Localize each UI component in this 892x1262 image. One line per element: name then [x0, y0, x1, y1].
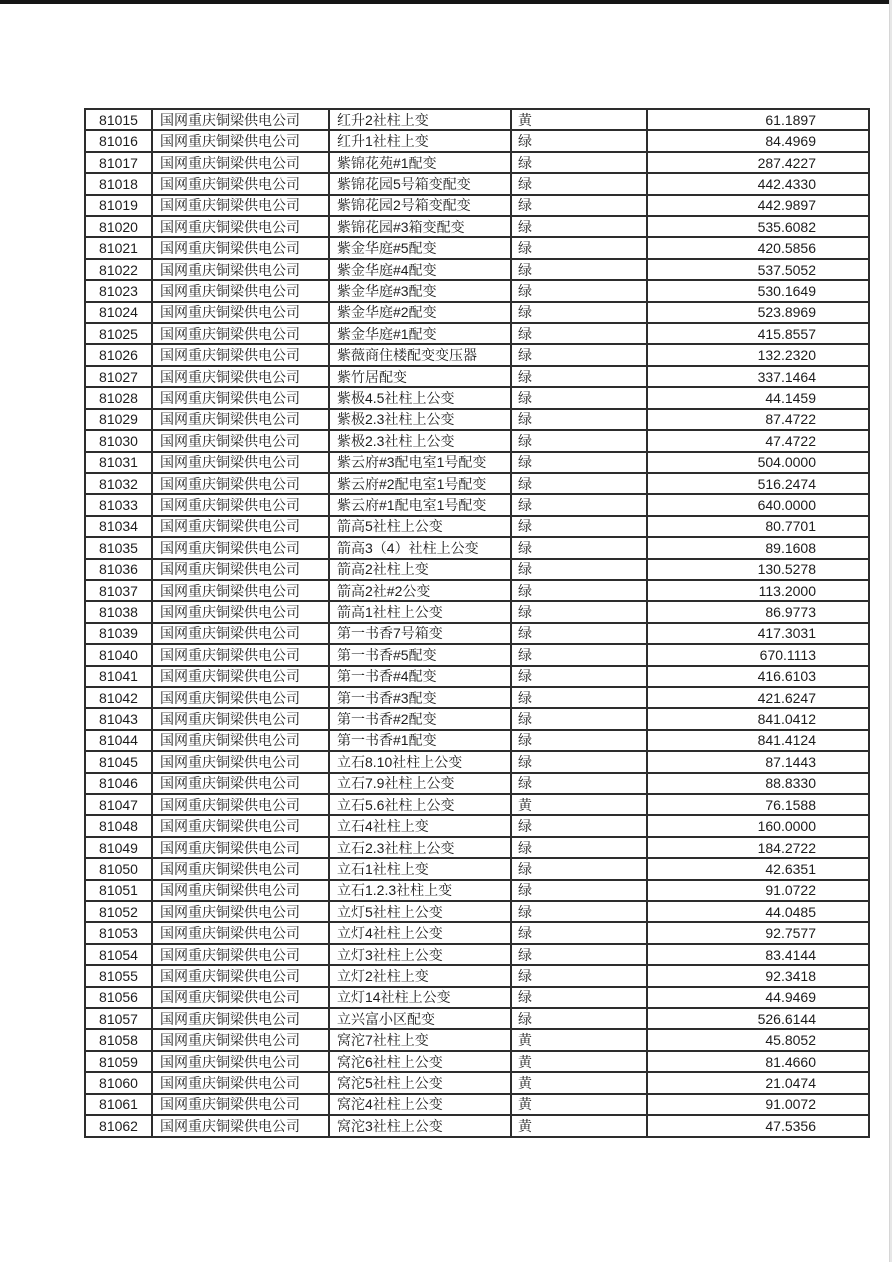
cell-status-label: 绿 [511, 944, 647, 965]
cell-value: 530.1649 [647, 280, 869, 301]
cell-record-id: 81051 [85, 880, 152, 901]
cell-record-id: 81021 [85, 237, 152, 258]
cell-status-label: 绿 [511, 580, 647, 601]
cell-company-name: 国网重庆铜梁供电公司 [152, 1115, 329, 1136]
cell-device-name: 立石5.6社柱上公变 [329, 794, 511, 815]
cell-value: 91.0072 [647, 1094, 869, 1115]
cell-device-name: 立灯2社柱上变 [329, 965, 511, 986]
cell-record-id: 81019 [85, 195, 152, 216]
cell-status-label: 绿 [511, 837, 647, 858]
cell-company-name: 国网重庆铜梁供电公司 [152, 259, 329, 280]
cell-company-name: 国网重庆铜梁供电公司 [152, 708, 329, 729]
cell-record-id: 81054 [85, 944, 152, 965]
cell-value: 417.3031 [647, 623, 869, 644]
cell-device-name: 立石4社柱上变 [329, 815, 511, 836]
table-row [85, 516, 869, 537]
cell-value: 415.8557 [647, 323, 869, 344]
cell-status-label: 绿 [511, 708, 647, 729]
cell-value: 42.6351 [647, 858, 869, 879]
cell-status-label: 绿 [511, 815, 647, 836]
cell-device-name: 紫金华庭#4配变 [329, 259, 511, 280]
cell-record-id: 81026 [85, 344, 152, 365]
cell-device-name: 紫金华庭#5配变 [329, 237, 511, 258]
cell-device-name: 紫金华庭#1配变 [329, 323, 511, 344]
table-row [85, 901, 869, 922]
table-row [85, 130, 869, 151]
cell-status-label: 绿 [511, 216, 647, 237]
cell-status-label: 绿 [511, 751, 647, 772]
cell-value: 442.9897 [647, 195, 869, 216]
cell-device-name: 箭高2社柱上变 [329, 559, 511, 580]
cell-value: 160.0000 [647, 815, 869, 836]
cell-value: 841.4124 [647, 730, 869, 751]
cell-record-id: 81057 [85, 1008, 152, 1029]
cell-status-label: 绿 [511, 858, 647, 879]
cell-value: 516.2474 [647, 473, 869, 494]
table-row [85, 1051, 869, 1072]
cell-record-id: 81034 [85, 516, 152, 537]
cell-device-name: 箭高5社柱上公变 [329, 516, 511, 537]
cell-status-label: 绿 [511, 152, 647, 173]
cell-company-name: 国网重庆铜梁供电公司 [152, 965, 329, 986]
cell-record-id: 81031 [85, 452, 152, 473]
table-row [85, 537, 869, 558]
cell-device-name: 紫薇商住楼配变变压器 [329, 344, 511, 365]
cell-value: 92.3418 [647, 965, 869, 986]
cell-device-name: 立石1社柱上变 [329, 858, 511, 879]
cell-company-name: 国网重庆铜梁供电公司 [152, 944, 329, 965]
table-row [85, 216, 869, 237]
cell-device-name: 立灯4社柱上公变 [329, 922, 511, 943]
cell-company-name: 国网重庆铜梁供电公司 [152, 623, 329, 644]
cell-value: 132.2320 [647, 344, 869, 365]
cell-company-name: 国网重庆铜梁供电公司 [152, 366, 329, 387]
cell-company-name: 国网重庆铜梁供电公司 [152, 666, 329, 687]
cell-value: 130.5278 [647, 559, 869, 580]
cell-value: 89.1608 [647, 537, 869, 558]
table-row [85, 173, 869, 194]
transformer-data-table [84, 108, 870, 1138]
cell-company-name: 国网重庆铜梁供电公司 [152, 195, 329, 216]
cell-value: 287.4227 [647, 152, 869, 173]
cell-record-id: 81049 [85, 837, 152, 858]
cell-device-name: 窝沱3社柱上公变 [329, 1115, 511, 1136]
cell-status-label: 黄 [511, 1094, 647, 1115]
table-row [85, 1072, 869, 1093]
cell-device-name: 紫云府#3配电室1号配变 [329, 452, 511, 473]
cell-status-label: 绿 [511, 344, 647, 365]
table-row [85, 644, 869, 665]
cell-device-name: 紫云府#1配电室1号配变 [329, 494, 511, 515]
table-row [85, 366, 869, 387]
cell-status-label: 绿 [511, 987, 647, 1008]
cell-device-name: 窝沱6社柱上公变 [329, 1051, 511, 1072]
table-row [85, 280, 869, 301]
cell-record-id: 81045 [85, 751, 152, 772]
cell-device-name: 箭高1社柱上公变 [329, 601, 511, 622]
table-row [85, 880, 869, 901]
cell-status-label: 黄 [511, 1051, 647, 1072]
cell-value: 61.1897 [647, 109, 869, 130]
cell-company-name: 国网重庆铜梁供电公司 [152, 409, 329, 430]
table-row [85, 751, 869, 772]
cell-record-id: 81052 [85, 901, 152, 922]
cell-value: 87.1443 [647, 751, 869, 772]
cell-value: 337.1464 [647, 366, 869, 387]
cell-record-id: 81017 [85, 152, 152, 173]
cell-value: 45.8052 [647, 1029, 869, 1050]
cell-record-id: 81046 [85, 773, 152, 794]
cell-company-name: 国网重庆铜梁供电公司 [152, 1051, 329, 1072]
cell-record-id: 81033 [85, 494, 152, 515]
table-row [85, 773, 869, 794]
cell-device-name: 第一书香7号箱变 [329, 623, 511, 644]
cell-status-label: 绿 [511, 323, 647, 344]
cell-device-name: 红升2社柱上变 [329, 109, 511, 130]
cell-record-id: 81035 [85, 537, 152, 558]
cell-device-name: 紫极2.3社柱上公变 [329, 409, 511, 430]
cell-status-label: 绿 [511, 430, 647, 451]
cell-status-label: 绿 [511, 302, 647, 323]
cell-value: 92.7577 [647, 922, 869, 943]
cell-device-name: 紫金华庭#2配变 [329, 302, 511, 323]
cell-value: 420.5856 [647, 237, 869, 258]
cell-device-name: 窝沱4社柱上公变 [329, 1094, 511, 1115]
cell-value: 184.2722 [647, 837, 869, 858]
cell-record-id: 81059 [85, 1051, 152, 1072]
cell-value: 44.1459 [647, 387, 869, 408]
cell-status-label: 黄 [511, 1072, 647, 1093]
cell-record-id: 81037 [85, 580, 152, 601]
cell-value: 640.0000 [647, 494, 869, 515]
cell-device-name: 立石8.10社柱上公变 [329, 751, 511, 772]
cell-company-name: 国网重庆铜梁供电公司 [152, 452, 329, 473]
cell-device-name: 立灯14社柱上公变 [329, 987, 511, 1008]
cell-company-name: 国网重庆铜梁供电公司 [152, 130, 329, 151]
cell-value: 80.7701 [647, 516, 869, 537]
cell-company-name: 国网重庆铜梁供电公司 [152, 837, 329, 858]
cell-value: 526.6144 [647, 1008, 869, 1029]
cell-value: 84.4969 [647, 130, 869, 151]
cell-record-id: 81042 [85, 687, 152, 708]
table-row [85, 1008, 869, 1029]
table-row [85, 987, 869, 1008]
table-row [85, 687, 869, 708]
table-body [85, 109, 869, 1137]
cell-record-id: 81044 [85, 730, 152, 751]
cell-status-label: 绿 [511, 880, 647, 901]
cell-record-id: 81036 [85, 559, 152, 580]
cell-device-name: 立石2.3社柱上公变 [329, 837, 511, 858]
cell-device-name: 立灯5社柱上公变 [329, 901, 511, 922]
table-row [85, 452, 869, 473]
table-row [85, 815, 869, 836]
cell-device-name: 紫金华庭#3配变 [329, 280, 511, 301]
cell-record-id: 81024 [85, 302, 152, 323]
table-row [85, 944, 869, 965]
cell-record-id: 81058 [85, 1029, 152, 1050]
cell-value: 442.4330 [647, 173, 869, 194]
cell-company-name: 国网重庆铜梁供电公司 [152, 516, 329, 537]
table-row [85, 922, 869, 943]
cell-value: 47.4722 [647, 430, 869, 451]
cell-company-name: 国网重庆铜梁供电公司 [152, 280, 329, 301]
table-row [85, 730, 869, 751]
cell-company-name: 国网重庆铜梁供电公司 [152, 216, 329, 237]
cell-status-label: 绿 [511, 173, 647, 194]
cell-device-name: 箭高3（4）社柱上公变 [329, 537, 511, 558]
table-row [85, 837, 869, 858]
cell-company-name: 国网重庆铜梁供电公司 [152, 922, 329, 943]
table-row [85, 494, 869, 515]
cell-value: 535.6082 [647, 216, 869, 237]
cell-value: 44.9469 [647, 987, 869, 1008]
cell-status-label: 绿 [511, 387, 647, 408]
cell-record-id: 81016 [85, 130, 152, 151]
cell-status-label: 绿 [511, 666, 647, 687]
cell-company-name: 国网重庆铜梁供电公司 [152, 751, 329, 772]
cell-device-name: 紫锦花园2号箱变配变 [329, 195, 511, 216]
cell-record-id: 81039 [85, 623, 152, 644]
cell-company-name: 国网重庆铜梁供电公司 [152, 773, 329, 794]
table-row [85, 858, 869, 879]
cell-company-name: 国网重庆铜梁供电公司 [152, 1008, 329, 1029]
cell-record-id: 81061 [85, 1094, 152, 1115]
cell-company-name: 国网重庆铜梁供电公司 [152, 901, 329, 922]
table-row [85, 473, 869, 494]
cell-company-name: 国网重庆铜梁供电公司 [152, 559, 329, 580]
cell-company-name: 国网重庆铜梁供电公司 [152, 644, 329, 665]
table-row [85, 794, 869, 815]
table-row [85, 601, 869, 622]
table-row [85, 1029, 869, 1050]
cell-device-name: 紫锦花园#3箱变配变 [329, 216, 511, 237]
cell-status-label: 绿 [511, 537, 647, 558]
cell-record-id: 81053 [85, 922, 152, 943]
cell-record-id: 81050 [85, 858, 152, 879]
table-row [85, 302, 869, 323]
cell-value: 76.1588 [647, 794, 869, 815]
table-row [85, 1115, 869, 1136]
table-row [85, 666, 869, 687]
cell-device-name: 立灯3社柱上公变 [329, 944, 511, 965]
cell-record-id: 81023 [85, 280, 152, 301]
cell-company-name: 国网重庆铜梁供电公司 [152, 323, 329, 344]
cell-device-name: 紫锦花园5号箱变配变 [329, 173, 511, 194]
cell-company-name: 国网重庆铜梁供电公司 [152, 494, 329, 515]
cell-device-name: 第一书香#4配变 [329, 666, 511, 687]
cell-record-id: 81022 [85, 259, 152, 280]
table-row [85, 580, 869, 601]
cell-company-name: 国网重庆铜梁供电公司 [152, 1094, 329, 1115]
cell-value: 523.8969 [647, 302, 869, 323]
cell-value: 88.8330 [647, 773, 869, 794]
cell-record-id: 81020 [85, 216, 152, 237]
cell-device-name: 立石7.9社柱上公变 [329, 773, 511, 794]
cell-status-label: 绿 [511, 473, 647, 494]
cell-company-name: 国网重庆铜梁供电公司 [152, 730, 329, 751]
cell-status-label: 绿 [511, 559, 647, 580]
cell-company-name: 国网重庆铜梁供电公司 [152, 237, 329, 258]
cell-company-name: 国网重庆铜梁供电公司 [152, 344, 329, 365]
cell-company-name: 国网重庆铜梁供电公司 [152, 987, 329, 1008]
cell-record-id: 81032 [85, 473, 152, 494]
cell-status-label: 黄 [511, 1029, 647, 1050]
cell-device-name: 第一书香#2配变 [329, 708, 511, 729]
cell-record-id: 81015 [85, 109, 152, 130]
cell-value: 421.6247 [647, 687, 869, 708]
cell-company-name: 国网重庆铜梁供电公司 [152, 430, 329, 451]
cell-status-label: 绿 [511, 452, 647, 473]
cell-status-label: 绿 [511, 1008, 647, 1029]
cell-status-label: 黄 [511, 109, 647, 130]
cell-status-label: 绿 [511, 901, 647, 922]
cell-record-id: 81043 [85, 708, 152, 729]
cell-status-label: 黄 [511, 1115, 647, 1136]
table-row [85, 195, 869, 216]
cell-device-name: 紫极4.5社柱上公变 [329, 387, 511, 408]
cell-value: 81.4660 [647, 1051, 869, 1072]
cell-status-label: 绿 [511, 644, 647, 665]
cell-record-id: 81040 [85, 644, 152, 665]
cell-company-name: 国网重庆铜梁供电公司 [152, 473, 329, 494]
cell-company-name: 国网重庆铜梁供电公司 [152, 794, 329, 815]
cell-company-name: 国网重庆铜梁供电公司 [152, 580, 329, 601]
cell-company-name: 国网重庆铜梁供电公司 [152, 687, 329, 708]
cell-device-name: 紫竹居配变 [329, 366, 511, 387]
cell-status-label: 绿 [511, 130, 647, 151]
cell-record-id: 81028 [85, 387, 152, 408]
table-row [85, 237, 869, 258]
cell-record-id: 81062 [85, 1115, 152, 1136]
cell-status-label: 绿 [511, 730, 647, 751]
cell-status-label: 绿 [511, 773, 647, 794]
cell-value: 841.0412 [647, 708, 869, 729]
table-row [85, 259, 869, 280]
cell-value: 86.9773 [647, 601, 869, 622]
table-row [85, 409, 869, 430]
cell-value: 21.0474 [647, 1072, 869, 1093]
cell-device-name: 立石1.2.3社柱上变 [329, 880, 511, 901]
cell-value: 416.6103 [647, 666, 869, 687]
cell-company-name: 国网重庆铜梁供电公司 [152, 173, 329, 194]
table-row [85, 1094, 869, 1115]
cell-record-id: 81055 [85, 965, 152, 986]
cell-record-id: 81047 [85, 794, 152, 815]
cell-status-label: 绿 [511, 623, 647, 644]
cell-status-label: 绿 [511, 965, 647, 986]
table-row [85, 387, 869, 408]
cell-company-name: 国网重庆铜梁供电公司 [152, 880, 329, 901]
cell-record-id: 81018 [85, 173, 152, 194]
cell-status-label: 绿 [511, 280, 647, 301]
cell-status-label: 绿 [511, 195, 647, 216]
cell-record-id: 81027 [85, 366, 152, 387]
cell-value: 537.5052 [647, 259, 869, 280]
table-row [85, 323, 869, 344]
cell-device-name: 箭高2社#2公变 [329, 580, 511, 601]
cell-value: 113.2000 [647, 580, 869, 601]
cell-device-name: 第一书香#1配变 [329, 730, 511, 751]
cell-record-id: 81025 [85, 323, 152, 344]
table-row [85, 344, 869, 365]
cell-device-name: 立兴富小区配变 [329, 1008, 511, 1029]
cell-device-name: 窝沱7社柱上变 [329, 1029, 511, 1050]
cell-record-id: 81029 [85, 409, 152, 430]
table-row [85, 965, 869, 986]
table-row [85, 708, 869, 729]
cell-value: 504.0000 [647, 452, 869, 473]
cell-record-id: 81060 [85, 1072, 152, 1093]
cell-status-label: 绿 [511, 516, 647, 537]
table-row [85, 109, 869, 130]
cell-company-name: 国网重庆铜梁供电公司 [152, 109, 329, 130]
cell-device-name: 紫云府#2配电室1号配变 [329, 473, 511, 494]
cell-company-name: 国网重庆铜梁供电公司 [152, 858, 329, 879]
cell-device-name: 第一书香#3配变 [329, 687, 511, 708]
table-row [85, 152, 869, 173]
cell-device-name: 紫锦花苑#1配变 [329, 152, 511, 173]
cell-record-id: 81038 [85, 601, 152, 622]
table-row [85, 430, 869, 451]
cell-value: 670.1113 [647, 644, 869, 665]
cell-status-label: 绿 [511, 687, 647, 708]
cell-value: 83.4144 [647, 944, 869, 965]
cell-company-name: 国网重庆铜梁供电公司 [152, 601, 329, 622]
cell-company-name: 国网重庆铜梁供电公司 [152, 1029, 329, 1050]
cell-status-label: 绿 [511, 259, 647, 280]
cell-record-id: 81056 [85, 987, 152, 1008]
cell-status-label: 绿 [511, 366, 647, 387]
cell-record-id: 81048 [85, 815, 152, 836]
cell-device-name: 红升1社柱上变 [329, 130, 511, 151]
cell-status-label: 黄 [511, 794, 647, 815]
cell-company-name: 国网重庆铜梁供电公司 [152, 387, 329, 408]
cell-status-label: 绿 [511, 237, 647, 258]
cell-value: 91.0722 [647, 880, 869, 901]
cell-device-name: 第一书香#5配变 [329, 644, 511, 665]
cell-value: 44.0485 [647, 901, 869, 922]
cell-company-name: 国网重庆铜梁供电公司 [152, 1072, 329, 1093]
window-top-bar [0, 0, 892, 4]
cell-device-name: 窝沱5社柱上公变 [329, 1072, 511, 1093]
cell-value: 47.5356 [647, 1115, 869, 1136]
cell-company-name: 国网重庆铜梁供电公司 [152, 815, 329, 836]
cell-device-name: 紫极2.3社柱上公变 [329, 430, 511, 451]
cell-company-name: 国网重庆铜梁供电公司 [152, 537, 329, 558]
cell-record-id: 81030 [85, 430, 152, 451]
cell-value: 87.4722 [647, 409, 869, 430]
cell-status-label: 绿 [511, 922, 647, 943]
cell-company-name: 国网重庆铜梁供电公司 [152, 302, 329, 323]
cell-record-id: 81041 [85, 666, 152, 687]
cell-status-label: 绿 [511, 601, 647, 622]
table-row [85, 623, 869, 644]
cell-company-name: 国网重庆铜梁供电公司 [152, 152, 329, 173]
table-row [85, 559, 869, 580]
cell-status-label: 绿 [511, 409, 647, 430]
cell-status-label: 绿 [511, 494, 647, 515]
